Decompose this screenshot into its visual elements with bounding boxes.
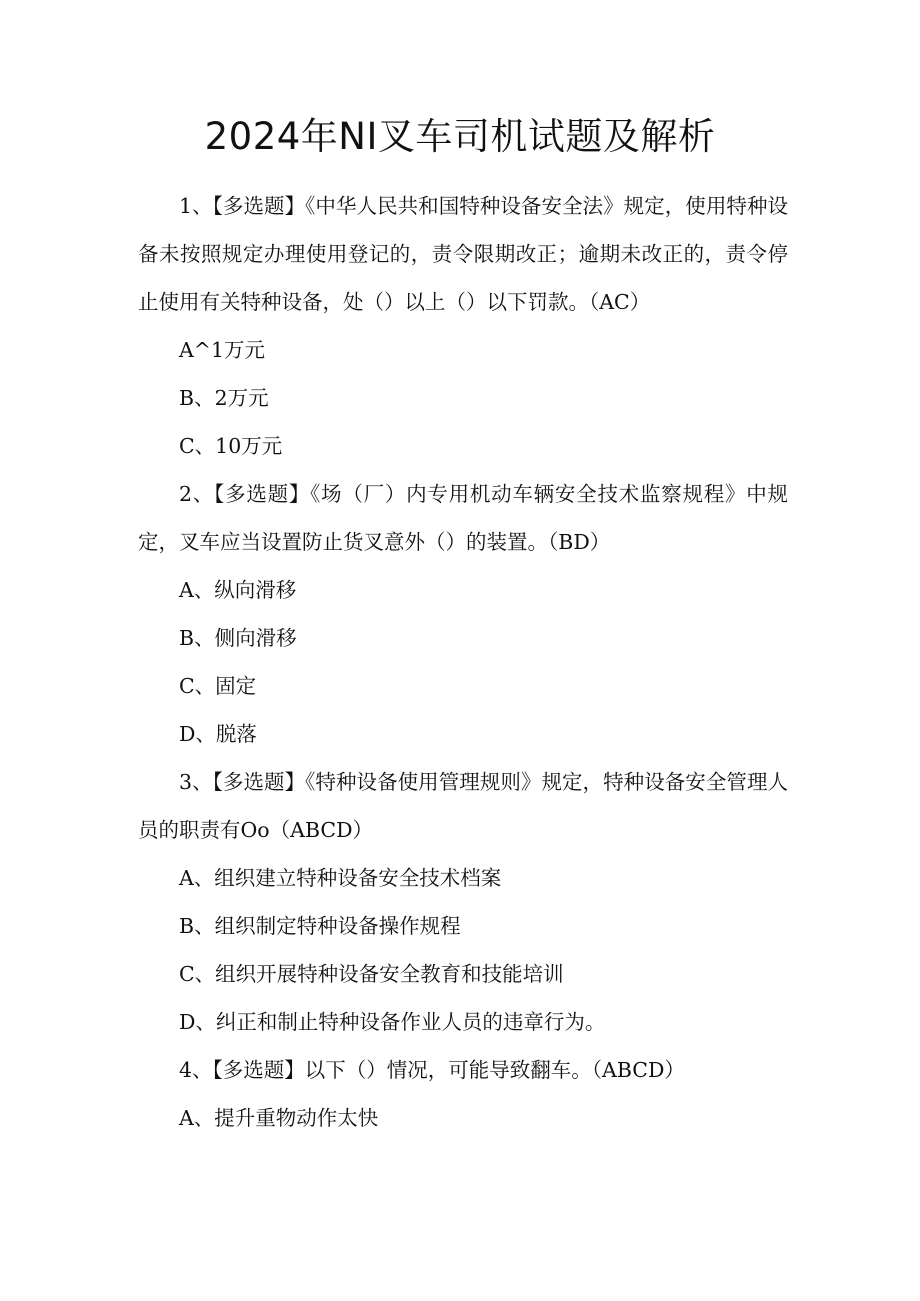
question-2 <box>138 470 788 758</box>
question-1 <box>138 182 788 470</box>
option-a: A、组织建立特种设备安全技术档案 <box>179 866 502 890</box>
document-title: 2024年NI叉车司机试题及解析 <box>204 115 716 158</box>
question-text: 1、【多选题】《中华人民共和国特种设备安全法》规定，使用特种设备未按照规定办理使用登记的，责令限期改正；逾期未改正的，责令停止使用有关特种设备，处（）以上（）以下罚款。（AC） <box>138 194 788 314</box>
document-body <box>138 182 788 1142</box>
option-b: B、组织制定特种设备操作规程 <box>179 914 461 938</box>
option-a: A^1万元 <box>179 338 266 362</box>
option-b: B、侧向滑移 <box>179 626 297 650</box>
option-d: D、脱落 <box>179 722 257 746</box>
option-a: A、纵向滑移 <box>179 578 297 602</box>
question-3 <box>138 758 788 1046</box>
question-text: 2、【多选题】《场（厂）内专用机动车辆安全技术监察规程》中规定，叉车应当设置防止货叉意外（）的装置。（BD） <box>138 482 788 554</box>
option-a: A、提升重物动作太快 <box>179 1106 379 1130</box>
option-c: C、10万元 <box>179 434 283 458</box>
option-c: C、组织开展特种设备安全教育和技能培训 <box>179 962 564 986</box>
option-d: D、纠正和制止特种设备作业人员的违章行为。 <box>179 1010 606 1034</box>
question-text: 3、【多选题】《特种设备使用管理规则》规定，特种设备安全管理人员的职责有Oo（ABCD） <box>138 770 788 842</box>
question-text: 4、【多选题】以下（）情况，可能导致翻车。（ABCD） <box>179 1058 685 1082</box>
option-b: B、2万元 <box>179 386 269 410</box>
question-4 <box>138 1046 788 1142</box>
option-c: C、固定 <box>179 674 257 698</box>
